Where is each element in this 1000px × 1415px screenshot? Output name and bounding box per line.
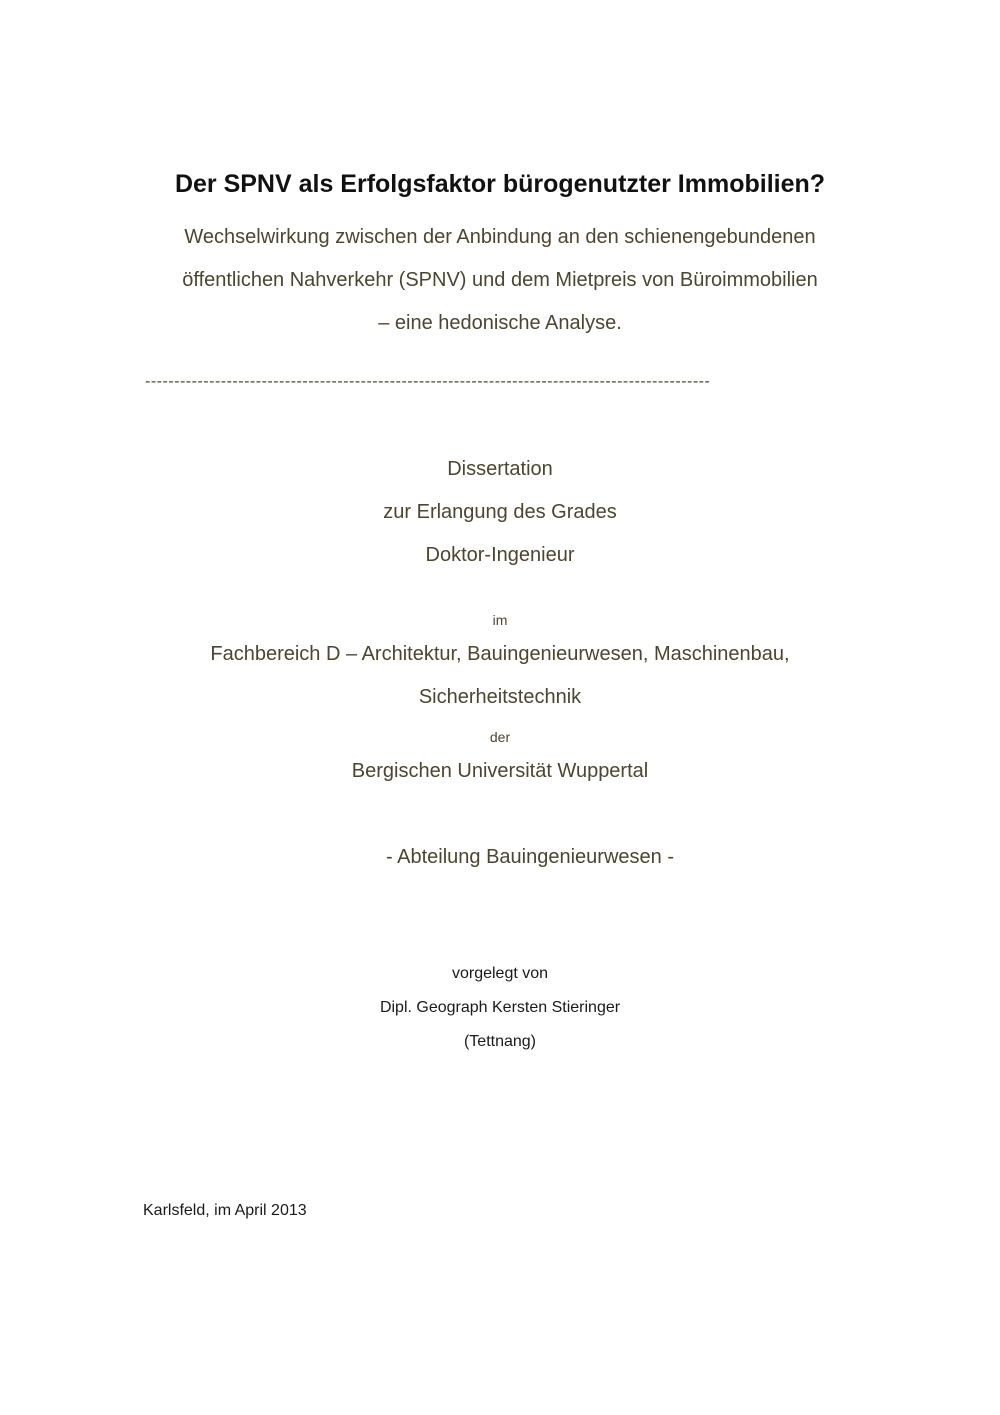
subtitle-line-1: Wechselwirkung zwischen der Anbindung an den schienengebundenen xyxy=(184,226,816,248)
connector-der: der xyxy=(489,729,511,745)
degree-purpose: zur Erlangung des Grades xyxy=(383,501,617,523)
connector-im: im xyxy=(492,612,508,628)
dissertation-label: Dissertation xyxy=(447,458,553,480)
department-name: - Abteilung Bauingenieurwesen - xyxy=(386,846,674,868)
subtitle-line-2: öffentlichen Nahverkehr (SPNV) und dem Mietpreis von Büroimmobilien xyxy=(182,269,818,291)
faculty-line-2: Sicherheitstechnik xyxy=(418,686,582,708)
degree-name: Doktor-Ingenieur xyxy=(425,544,575,566)
dashed-divider: ------------------------------------------------------------------------------------------------- xyxy=(145,373,711,390)
author-origin: (Tettnang) xyxy=(463,1033,537,1050)
author-name: Dipl. Geograph Kersten Stieringer xyxy=(379,999,621,1016)
university-name: Bergischen Universität Wuppertal xyxy=(351,760,649,782)
document-title: Der SPNV als Erfolgsfaktor bürogenutzter Immobilien? xyxy=(174,170,826,198)
subtitle-line-3: – eine hedonische Analyse. xyxy=(378,312,622,334)
faculty-line-1: Fachbereich D – Architektur, Bauingenieurwesen, Maschinenbau, xyxy=(210,643,790,665)
place-and-date: Karlsfeld, im April 2013 xyxy=(143,1202,307,1219)
presented-by-label: vorgelegt von xyxy=(451,965,549,982)
